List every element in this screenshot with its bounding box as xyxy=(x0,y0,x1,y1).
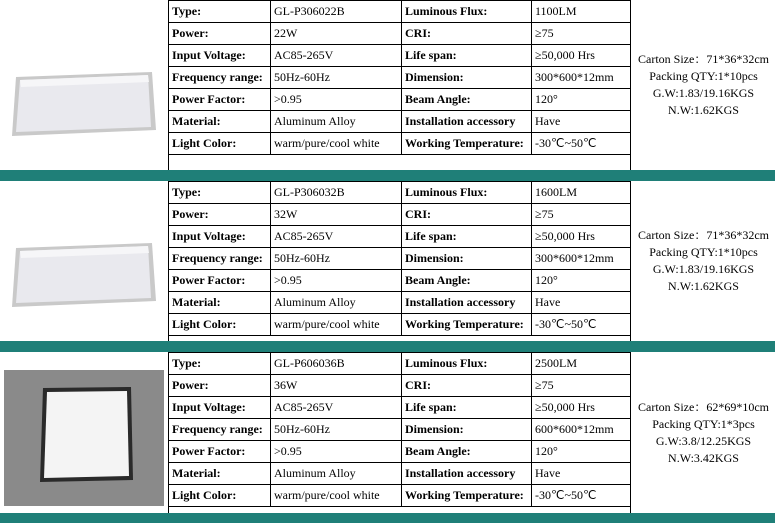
table-row xyxy=(169,248,631,270)
net-weight: N.W:1.62KGS xyxy=(668,103,739,117)
spec-label: Frequency range: xyxy=(169,248,271,270)
spec-value: 600*600*12mm xyxy=(532,419,631,441)
spec-value: 300*600*12mm xyxy=(532,67,631,89)
carton-size: Carton Size：71*36*32cm xyxy=(638,228,769,242)
spec-value: 22W xyxy=(271,23,402,45)
gross-weight: G.W:1.83/19.16KGS xyxy=(652,262,755,276)
spec-value: 1100LM xyxy=(532,1,631,23)
spec-value: GL-P306032B xyxy=(271,182,402,204)
table-row xyxy=(169,226,631,248)
led-panel-image xyxy=(0,0,168,170)
carton-info xyxy=(630,352,775,513)
product-block-1 xyxy=(0,0,775,170)
spec-label: CRI: xyxy=(402,204,532,226)
spec-value: -30℃~50℃ xyxy=(532,314,631,336)
table-row xyxy=(169,463,631,485)
carton-size: Carton Size：62*69*10cm xyxy=(638,399,769,414)
spec-value: Aluminum Alloy xyxy=(271,111,402,133)
spec-value: >0.95 xyxy=(271,270,402,292)
spec-value: 1600LM xyxy=(532,182,631,204)
spec-value: Have xyxy=(532,463,631,485)
spec-label: Installation accessory xyxy=(402,111,532,133)
spec-value: warm/pure/cool white xyxy=(271,485,402,507)
spec-label: Dimension: xyxy=(402,67,532,89)
carton-info xyxy=(630,0,775,170)
spec-value: Aluminum Alloy xyxy=(271,463,402,485)
spec-label: Luminous Flux: xyxy=(402,182,532,204)
table-row xyxy=(169,111,631,133)
table-row xyxy=(169,182,631,204)
product-image-cell xyxy=(0,181,169,341)
spec-label: Working Temperature: xyxy=(402,133,532,155)
spec-label: Frequency range: xyxy=(169,67,271,89)
carton-size: Carton Size：71*36*32cm xyxy=(638,52,769,66)
spec-table xyxy=(168,181,631,336)
packing-qty: Packing QTY:1*3pcs xyxy=(652,416,755,431)
spec-value: 50Hz-60Hz xyxy=(271,419,402,441)
spec-value: >0.95 xyxy=(271,441,402,463)
product-block-3 xyxy=(0,352,775,513)
separator-band xyxy=(0,170,775,181)
spec-value: ≥50,000 Hrs xyxy=(532,45,631,67)
spec-value: 300*600*12mm xyxy=(532,248,631,270)
spec-label: Installation accessory xyxy=(402,463,532,485)
spec-label: Power Factor: xyxy=(169,441,271,463)
spec-value: AC85-265V xyxy=(271,397,402,419)
spec-value: AC85-265V xyxy=(271,226,402,248)
spec-value: warm/pure/cool white xyxy=(271,133,402,155)
spec-label: Working Temperature: xyxy=(402,485,532,507)
spec-label: Input Voltage: xyxy=(169,397,271,419)
net-weight: N.W:1.62KGS xyxy=(668,279,739,293)
gross-weight: G.W:3.8/12.25KGS xyxy=(655,433,752,448)
spec-label: Light Color: xyxy=(169,314,271,336)
table-row xyxy=(169,353,631,375)
table-row xyxy=(169,314,631,336)
table-row xyxy=(169,67,631,89)
table-row xyxy=(169,1,631,23)
spec-value: 36W xyxy=(271,375,402,397)
table-row xyxy=(169,292,631,314)
table-row xyxy=(169,441,631,463)
table-row xyxy=(169,419,631,441)
led-panel-image xyxy=(0,352,168,513)
spec-value: 50Hz-60Hz xyxy=(271,67,402,89)
spec-value: -30℃~50℃ xyxy=(532,485,631,507)
spec-label: Beam Angle: xyxy=(402,441,532,463)
table-row xyxy=(169,397,631,419)
spec-label: Luminous Flux: xyxy=(402,353,532,375)
spec-value: 50Hz-60Hz xyxy=(271,248,402,270)
gross-weight: G.W:1.83/19.16KGS xyxy=(652,86,755,100)
spec-label: Life span: xyxy=(402,397,532,419)
spec-value: 32W xyxy=(271,204,402,226)
table-row xyxy=(169,270,631,292)
net-weight: N.W:3.42KGS xyxy=(668,450,739,465)
spec-label: Light Color: xyxy=(169,485,271,507)
spec-value: Aluminum Alloy xyxy=(271,292,402,314)
spec-label: Type: xyxy=(169,1,271,23)
spec-value: 2500LM xyxy=(532,353,631,375)
spec-label: Power: xyxy=(169,23,271,45)
spec-label: Installation accessory xyxy=(402,292,532,314)
spec-label: CRI: xyxy=(402,375,532,397)
spec-label: Type: xyxy=(169,182,271,204)
spec-label: Input Voltage: xyxy=(169,226,271,248)
spec-value: 120° xyxy=(532,441,631,463)
product-image-cell xyxy=(0,352,169,513)
carton-info xyxy=(630,181,775,341)
spec-label: Power: xyxy=(169,375,271,397)
table-row xyxy=(169,375,631,397)
spec-label: CRI: xyxy=(402,23,532,45)
spec-value: AC85-265V xyxy=(271,45,402,67)
spec-value: >0.95 xyxy=(271,89,402,111)
spec-label: Working Temperature: xyxy=(402,314,532,336)
product-block-2 xyxy=(0,181,775,341)
spec-label: Material: xyxy=(169,463,271,485)
table-row xyxy=(169,485,631,507)
table-row xyxy=(169,45,631,67)
spec-value: -30℃~50℃ xyxy=(532,133,631,155)
separator-band xyxy=(0,513,775,523)
spec-value: warm/pure/cool white xyxy=(271,314,402,336)
table-row xyxy=(169,133,631,155)
spec-value: 120° xyxy=(532,270,631,292)
spec-label: Life span: xyxy=(402,226,532,248)
spec-value: ≥75 xyxy=(532,204,631,226)
spec-label: Power Factor: xyxy=(169,270,271,292)
spec-label: Frequency range: xyxy=(169,419,271,441)
spec-label: Life span: xyxy=(402,45,532,67)
spec-value: GL-P306022B xyxy=(271,1,402,23)
spec-table xyxy=(168,352,631,507)
product-image-cell xyxy=(0,0,169,170)
table-row xyxy=(169,204,631,226)
spec-label: Dimension: xyxy=(402,248,532,270)
spec-label: Power: xyxy=(169,204,271,226)
separator-band xyxy=(0,341,775,352)
packing-qty: Packing QTY:1*10pcs xyxy=(649,245,758,259)
spec-label: Luminous Flux: xyxy=(402,1,532,23)
packing-qty: Packing QTY:1*10pcs xyxy=(649,69,758,83)
spec-table xyxy=(168,0,631,155)
spec-label: Beam Angle: xyxy=(402,270,532,292)
spec-value: Have xyxy=(532,292,631,314)
led-panel-image xyxy=(0,181,168,341)
spec-value: ≥75 xyxy=(532,23,631,45)
spec-label: Light Color: xyxy=(169,133,271,155)
spec-value: GL-P606036B xyxy=(271,353,402,375)
spec-value: ≥50,000 Hrs xyxy=(532,226,631,248)
spec-label: Material: xyxy=(169,111,271,133)
table-row xyxy=(169,89,631,111)
spec-value: Have xyxy=(532,111,631,133)
table-row xyxy=(169,23,631,45)
spec-label: Input Voltage: xyxy=(169,45,271,67)
spec-label: Material: xyxy=(169,292,271,314)
spec-label: Beam Angle: xyxy=(402,89,532,111)
spec-value: ≥50,000 Hrs xyxy=(532,397,631,419)
spec-label: Power Factor: xyxy=(169,89,271,111)
spec-value: 120° xyxy=(532,89,631,111)
spec-label: Dimension: xyxy=(402,419,532,441)
spec-label: Type: xyxy=(169,353,271,375)
spec-value: ≥75 xyxy=(532,375,631,397)
